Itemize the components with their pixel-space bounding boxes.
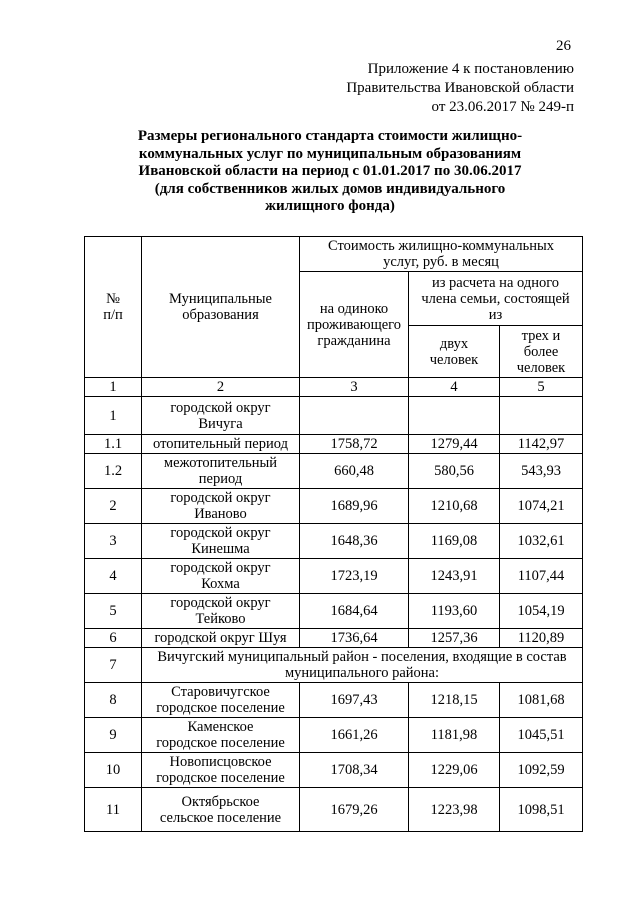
header-text: Стоимость жилищно-коммунальных (327, 238, 555, 254)
row-number (85, 559, 142, 594)
cost-two-persons (409, 718, 500, 753)
cost-three-plus-persons-text: 1142,97 (517, 436, 565, 452)
cost-single-resident (300, 524, 409, 559)
cost-two-persons (409, 683, 500, 718)
header-municipality (142, 237, 300, 378)
cost-single-resident-text: 1723,19 (330, 568, 378, 584)
cost-single-resident-text: 1697,43 (330, 692, 378, 708)
cost-three-plus-persons-text: 1054,19 (517, 603, 565, 619)
row-number-text: 1 (109, 407, 117, 424)
header-text: Муниципальные (169, 291, 272, 307)
municipality-name-text: городской округ (170, 595, 271, 611)
cost-three-plus-persons (500, 753, 583, 788)
appendix-line: Приложение 4 к постановлению (367, 61, 574, 77)
cost-two-persons-text: 580,56 (434, 463, 474, 479)
cost-two-persons-text: 1243,91 (430, 568, 478, 584)
header-text: человек (516, 359, 566, 376)
municipality-name-text: городской округ Шуя (154, 630, 287, 646)
cost-single-resident (300, 454, 409, 489)
header-single-resident (300, 272, 409, 378)
municipality-name-text: городской округ (170, 560, 271, 576)
row-number (85, 648, 142, 683)
row-number (85, 524, 142, 559)
appendix-line: от 23.06.2017 № 249-п (431, 99, 574, 115)
cost-three-plus-persons (500, 718, 583, 753)
municipality-name (142, 753, 300, 788)
row-number-text: 6 (109, 630, 117, 646)
table-row (85, 594, 583, 629)
district-label-text: муниципального района: (284, 665, 440, 681)
title-line: Размеры регионального стандарта стоимости жилищно- (137, 128, 523, 144)
municipality-name (142, 559, 300, 594)
cost-two-persons (409, 753, 500, 788)
cost-three-plus-persons (500, 559, 583, 594)
municipality-name-text: городское поселение (156, 735, 285, 751)
cost-three-plus-persons-text: 1074,21 (517, 498, 565, 514)
cost-two-persons-text: 1279,44 (430, 436, 478, 452)
table-row (85, 718, 583, 753)
row-number (85, 435, 142, 454)
row-number (85, 718, 142, 753)
municipality-name (142, 788, 300, 832)
tariff-table (84, 236, 583, 832)
header-two-persons (409, 326, 500, 378)
municipality-name (142, 718, 300, 753)
municipality-name-text: Вичуга (198, 415, 243, 432)
row-number (85, 683, 142, 718)
table-row (85, 788, 583, 832)
cost-two-persons-text: 1210,68 (430, 498, 478, 514)
header-text: услуг, руб. в месяц (383, 254, 499, 270)
row-number (85, 753, 142, 788)
municipality-name-text: Старовичугское (171, 684, 270, 700)
column-number: 2 (142, 378, 300, 397)
cost-two-persons-text: 1223,98 (430, 801, 478, 818)
header-text: образования (182, 307, 259, 323)
table-row (85, 629, 583, 648)
cost-three-plus-persons (500, 489, 583, 524)
column-number: 5 (500, 378, 583, 397)
cost-single-resident-text: 1736,64 (330, 630, 378, 646)
cost-single-resident (300, 559, 409, 594)
cost-two-persons (409, 435, 500, 454)
municipality-name (142, 594, 300, 629)
row-number (85, 788, 142, 832)
column-number: 4 (409, 378, 500, 397)
row-number-text: 10 (105, 762, 121, 778)
cost-single-resident (300, 629, 409, 648)
header-text: проживающего (306, 316, 402, 333)
header-per-family-member (409, 272, 583, 326)
municipality-name-text: городской округ (170, 490, 271, 506)
row-number-text: 1.2 (103, 463, 123, 479)
header-text: из (488, 306, 503, 323)
cost-three-plus-persons-text: 1120,89 (517, 630, 565, 646)
municipality-name-text: период (198, 471, 243, 487)
municipality-name-text: Каменское (187, 719, 254, 735)
cost-single-resident (300, 718, 409, 753)
municipality-name-text: городское поселение (156, 770, 285, 786)
municipality-name (142, 489, 300, 524)
table-row (85, 435, 583, 454)
cost-single-resident-text: 1648,36 (330, 533, 378, 549)
cost-three-plus-persons (500, 524, 583, 559)
header-text: более (523, 343, 559, 360)
municipality-name-text: городской округ (170, 525, 271, 541)
header-row (85, 237, 583, 272)
row-number-text: 4 (109, 568, 117, 584)
title-line: жилищного фонда) (265, 198, 395, 214)
cost-two-persons (409, 489, 500, 524)
cost-two-persons (409, 559, 500, 594)
cost-three-plus-persons (500, 435, 583, 454)
municipality-name (142, 524, 300, 559)
header-text: № (106, 291, 120, 307)
tariff-table-body (85, 237, 583, 832)
header-text: человек (429, 351, 479, 368)
row-number-text: 7 (109, 657, 117, 673)
header-text: гражданина (317, 332, 391, 349)
header-text: двух (439, 335, 469, 352)
municipality-name-text: городское поселение (156, 700, 285, 716)
page-number: 26 (556, 38, 571, 54)
municipality-name-text: Кохма (201, 576, 240, 592)
cost-three-plus-persons (500, 629, 583, 648)
row-number (85, 629, 142, 648)
cost-single-resident-text: 1708,34 (330, 762, 378, 778)
municipality-name-text: Кинешма (191, 541, 250, 557)
header-text: п/п (103, 307, 123, 323)
municipality-name-text: Тейково (195, 611, 246, 627)
table-row (85, 397, 583, 435)
header-text: трех и (521, 327, 561, 344)
municipality-name-text: Новописцовское (169, 754, 272, 770)
cost-single-resident-text: 1661,26 (330, 727, 378, 743)
header-three-plus-persons (500, 326, 583, 378)
appendix-line: Правительства Ивановской области (346, 80, 574, 96)
cost-three-plus-persons-text: 543,93 (521, 463, 561, 479)
municipality-name-text: отопительный период (153, 436, 288, 452)
cost-two-persons-text: 1181,98 (430, 727, 478, 743)
cost-three-plus-persons (500, 397, 583, 435)
cost-three-plus-persons-text: 1107,44 (517, 568, 565, 584)
cost-single-resident-text: 660,48 (334, 463, 374, 479)
cost-single-resident-text: 1679,26 (330, 801, 378, 818)
cost-single-resident-text: 1684,64 (330, 603, 378, 619)
row-number (85, 397, 142, 435)
document-title (110, 128, 550, 216)
title-line: (для собственников жилых домов индивидуального (154, 180, 506, 197)
municipality-name (142, 435, 300, 454)
cost-three-plus-persons (500, 454, 583, 489)
municipality-name-text: городской округ (170, 399, 271, 416)
cost-three-plus-persons-text: 1092,59 (517, 762, 565, 778)
header-cost (300, 237, 583, 272)
title-line: коммунальных услуг по муниципальным образованиям (138, 145, 522, 162)
municipality-name-text: межотопительный (163, 455, 278, 471)
table-row (85, 683, 583, 718)
cost-two-persons (409, 397, 500, 435)
cost-two-persons (409, 524, 500, 559)
row-number (85, 454, 142, 489)
row-number-text: 5 (109, 603, 117, 619)
row-number-text: 3 (109, 533, 117, 549)
column-number: 3 (300, 378, 409, 397)
cost-single-resident-text: 1758,72 (330, 436, 378, 452)
cost-two-persons-text: 1169,08 (430, 533, 478, 549)
row-number (85, 594, 142, 629)
column-number: 1 (85, 378, 142, 397)
table-row (85, 559, 583, 594)
title-line: Ивановской области на период с 01.01.2017 по 30.06.2017 (138, 163, 522, 179)
cost-single-resident (300, 594, 409, 629)
cost-three-plus-persons (500, 683, 583, 718)
municipality-name-text: Октябрьское (181, 793, 260, 810)
cost-single-resident (300, 683, 409, 718)
cost-three-plus-persons-text: 1032,61 (517, 533, 565, 549)
cost-two-persons (409, 629, 500, 648)
appendix-reference (254, 60, 574, 117)
header-number (85, 237, 142, 378)
cost-single-resident (300, 397, 409, 435)
table-row (85, 454, 583, 489)
cost-two-persons-text: 1257,36 (430, 630, 478, 646)
cost-three-plus-persons-text: 1045,51 (517, 727, 565, 743)
cost-two-persons-text: 1193,60 (430, 603, 478, 619)
cost-two-persons (409, 454, 500, 489)
cost-three-plus-persons (500, 788, 583, 832)
table-row (85, 489, 583, 524)
row-number-text: 9 (109, 727, 117, 743)
municipality-name (142, 397, 300, 435)
cost-three-plus-persons-text: 1081,68 (517, 692, 565, 708)
cost-two-persons (409, 594, 500, 629)
header-text: из расчета на одного (431, 274, 560, 291)
cost-single-resident (300, 753, 409, 788)
row-number-text: 11 (106, 801, 120, 818)
row-number-text: 2 (109, 498, 117, 514)
municipality-name-text: Иваново (194, 506, 247, 522)
cost-single-resident (300, 489, 409, 524)
municipality-name (142, 683, 300, 718)
municipality-name (142, 629, 300, 648)
cost-two-persons-text: 1229,06 (430, 762, 478, 778)
column-number-row (85, 378, 583, 397)
cost-single-resident-text: 1689,96 (330, 498, 378, 514)
header-text: члена семьи, состоящей (421, 290, 570, 307)
table-row (85, 524, 583, 559)
row-number-text: 8 (109, 692, 117, 708)
table-row (85, 753, 583, 788)
row-number (85, 489, 142, 524)
cost-three-plus-persons-text: 1098,51 (517, 801, 565, 818)
row-number-text: 1.1 (103, 436, 123, 452)
cost-single-resident (300, 435, 409, 454)
municipality-name (142, 454, 300, 489)
cost-two-persons-text: 1218,15 (430, 692, 478, 708)
cost-three-plus-persons (500, 594, 583, 629)
header-text: на одиноко (319, 300, 389, 317)
district-row (85, 648, 583, 683)
district-label-text: Вичугский муниципальный район - поселения, входящие в состав (157, 649, 567, 665)
municipality-name-text: сельское поселение (159, 809, 282, 826)
district-label (142, 648, 583, 683)
cost-two-persons (409, 788, 500, 832)
cost-single-resident (300, 788, 409, 832)
